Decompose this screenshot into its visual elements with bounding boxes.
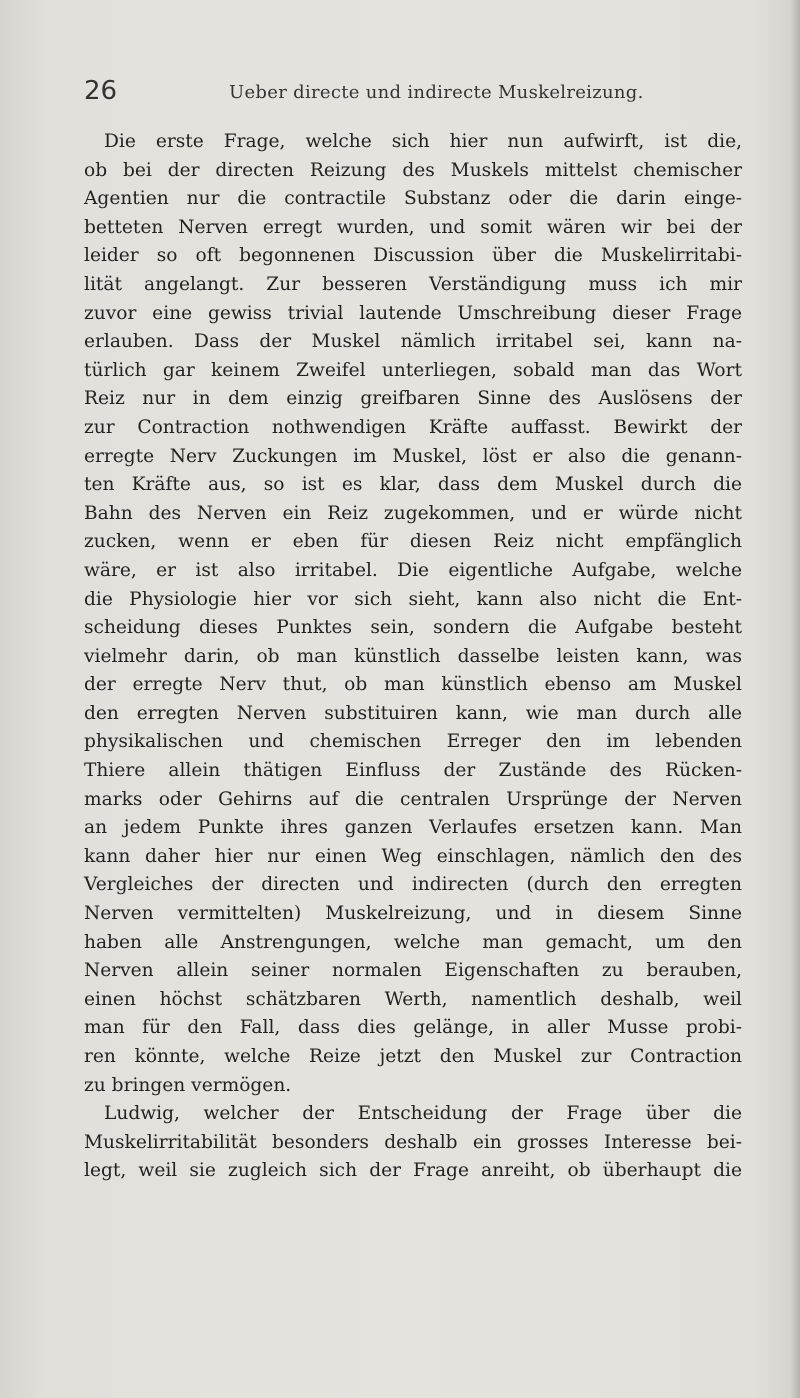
- running-head: Ueber directe und indirecte Muskelreizung.: [229, 82, 644, 103]
- text-line: wäre, er ist also irritabel. Die eigentliche Aufgabe, welche: [84, 559, 742, 581]
- text-line: scheidung dieses Punktes sein, sondern die Aufgabe besteht: [84, 617, 742, 639]
- text-line: Reiz nur in dem einzig greifbaren Sinne des Auslösens der: [84, 388, 742, 410]
- text-line: den erregten Nerven substituiren kann, wie man durch alle: [84, 702, 742, 724]
- text-line: ob bei der directen Reizung des Muskels mittelst chemischer: [84, 159, 742, 181]
- page-header: [84, 76, 644, 116]
- text-line: kann daher hier nur einen Weg einschlagen, nämlich den des: [84, 845, 742, 867]
- text-line: Ludwig, welcher der Entscheidung der Frage über die: [104, 1103, 742, 1125]
- text-line: zuvor eine gewiss trivial lautende Umschreibung dieser Frage: [84, 302, 742, 324]
- paragraph-1: [84, 128, 742, 1100]
- paragraph-2: [84, 1100, 742, 1186]
- text-line: Nerven allein seiner normalen Eigenschaften zu berauben,: [84, 960, 742, 982]
- text-line: vielmehr darin, ob man künstlich dasselbe leisten kann, was: [84, 645, 742, 667]
- text-line: Die erste Frage, welche sich hier nun aufwirft, ist die,: [104, 131, 742, 152]
- text-line: der erregte Nerv thut, ob man künstlich ebenso am Muskel: [84, 674, 742, 696]
- text-line: haben alle Anstrengungen, welche man gemacht, um den: [84, 931, 742, 953]
- text-line: leider so oft begonnenen Discussion über die Muskelirritabi-: [84, 245, 742, 267]
- text-line: einen höchst schätzbaren Werth, namentlich deshalb, weil: [84, 988, 742, 1010]
- text-line: erregte Nerv Zuckungen im Muskel, löst er also die genann-: [84, 445, 742, 467]
- text-line: zucken, wenn er eben für diesen Reiz nicht empfänglich: [84, 531, 742, 553]
- text-line: physikalischen und chemischen Erreger den im lebenden: [84, 731, 742, 753]
- text-line: zur Contraction nothwendigen Kräfte auffasst. Bewirkt der: [84, 416, 742, 438]
- text-line: Agentien nur die contractile Substanz oder die darin einge-: [84, 188, 742, 210]
- text-line: die Physiologie hier vor sich sieht, kann also nicht die Ent-: [84, 588, 742, 610]
- page-edge-shadow: [790, 0, 800, 1398]
- text-line: Muskelirritabilität besonders deshalb ein grosses Interesse bei-: [84, 1131, 742, 1153]
- text-line: legt, weil sie zugleich sich der Frage anreiht, ob überhaupt die: [84, 1160, 742, 1182]
- text-line: Nerven vermittelten) Muskelreizung, und in diesem Sinne: [84, 903, 742, 925]
- text-line: ren könnte, welche Reize jetzt den Muskel zur Contraction: [84, 1046, 742, 1067]
- text-line: Bahn des Nerven ein Reiz zugekommen, und er würde nicht: [84, 502, 742, 524]
- text-line: betteten Nerven erregt wurden, und somit wären wir bei der: [84, 216, 742, 238]
- text-line: Thiere allein thätigen Einfluss der Zustände des Rücken-: [84, 760, 742, 782]
- text-line: ten Kräfte aus, so ist es klar, dass dem Muskel durch die: [84, 474, 742, 496]
- text-line: man für den Fall, dass dies gelänge, in aller Musse probi-: [84, 1017, 742, 1039]
- text-line: erlauben. Dass der Muskel nämlich irritabel sei, kann na-: [84, 331, 742, 353]
- text-line: an jedem Punkte ihres ganzen Verlaufes ersetzen kann. Man: [84, 817, 742, 839]
- page-number: 26: [84, 76, 118, 106]
- body-text: [84, 128, 742, 1186]
- text-line: marks oder Gehirns auf die centralen Ursprünge der Nerven: [84, 788, 742, 810]
- text-line: türlich gar keinem Zweifel unterliegen, sobald man das Wort: [84, 359, 742, 381]
- text-line: lität angelangt. Zur besseren Verständigung muss ich mir: [84, 273, 742, 295]
- text-line: Vergleiches der directen und indirecten (durch den erregten: [84, 874, 742, 896]
- text-line: zu bringen vermögen.: [84, 1074, 292, 1096]
